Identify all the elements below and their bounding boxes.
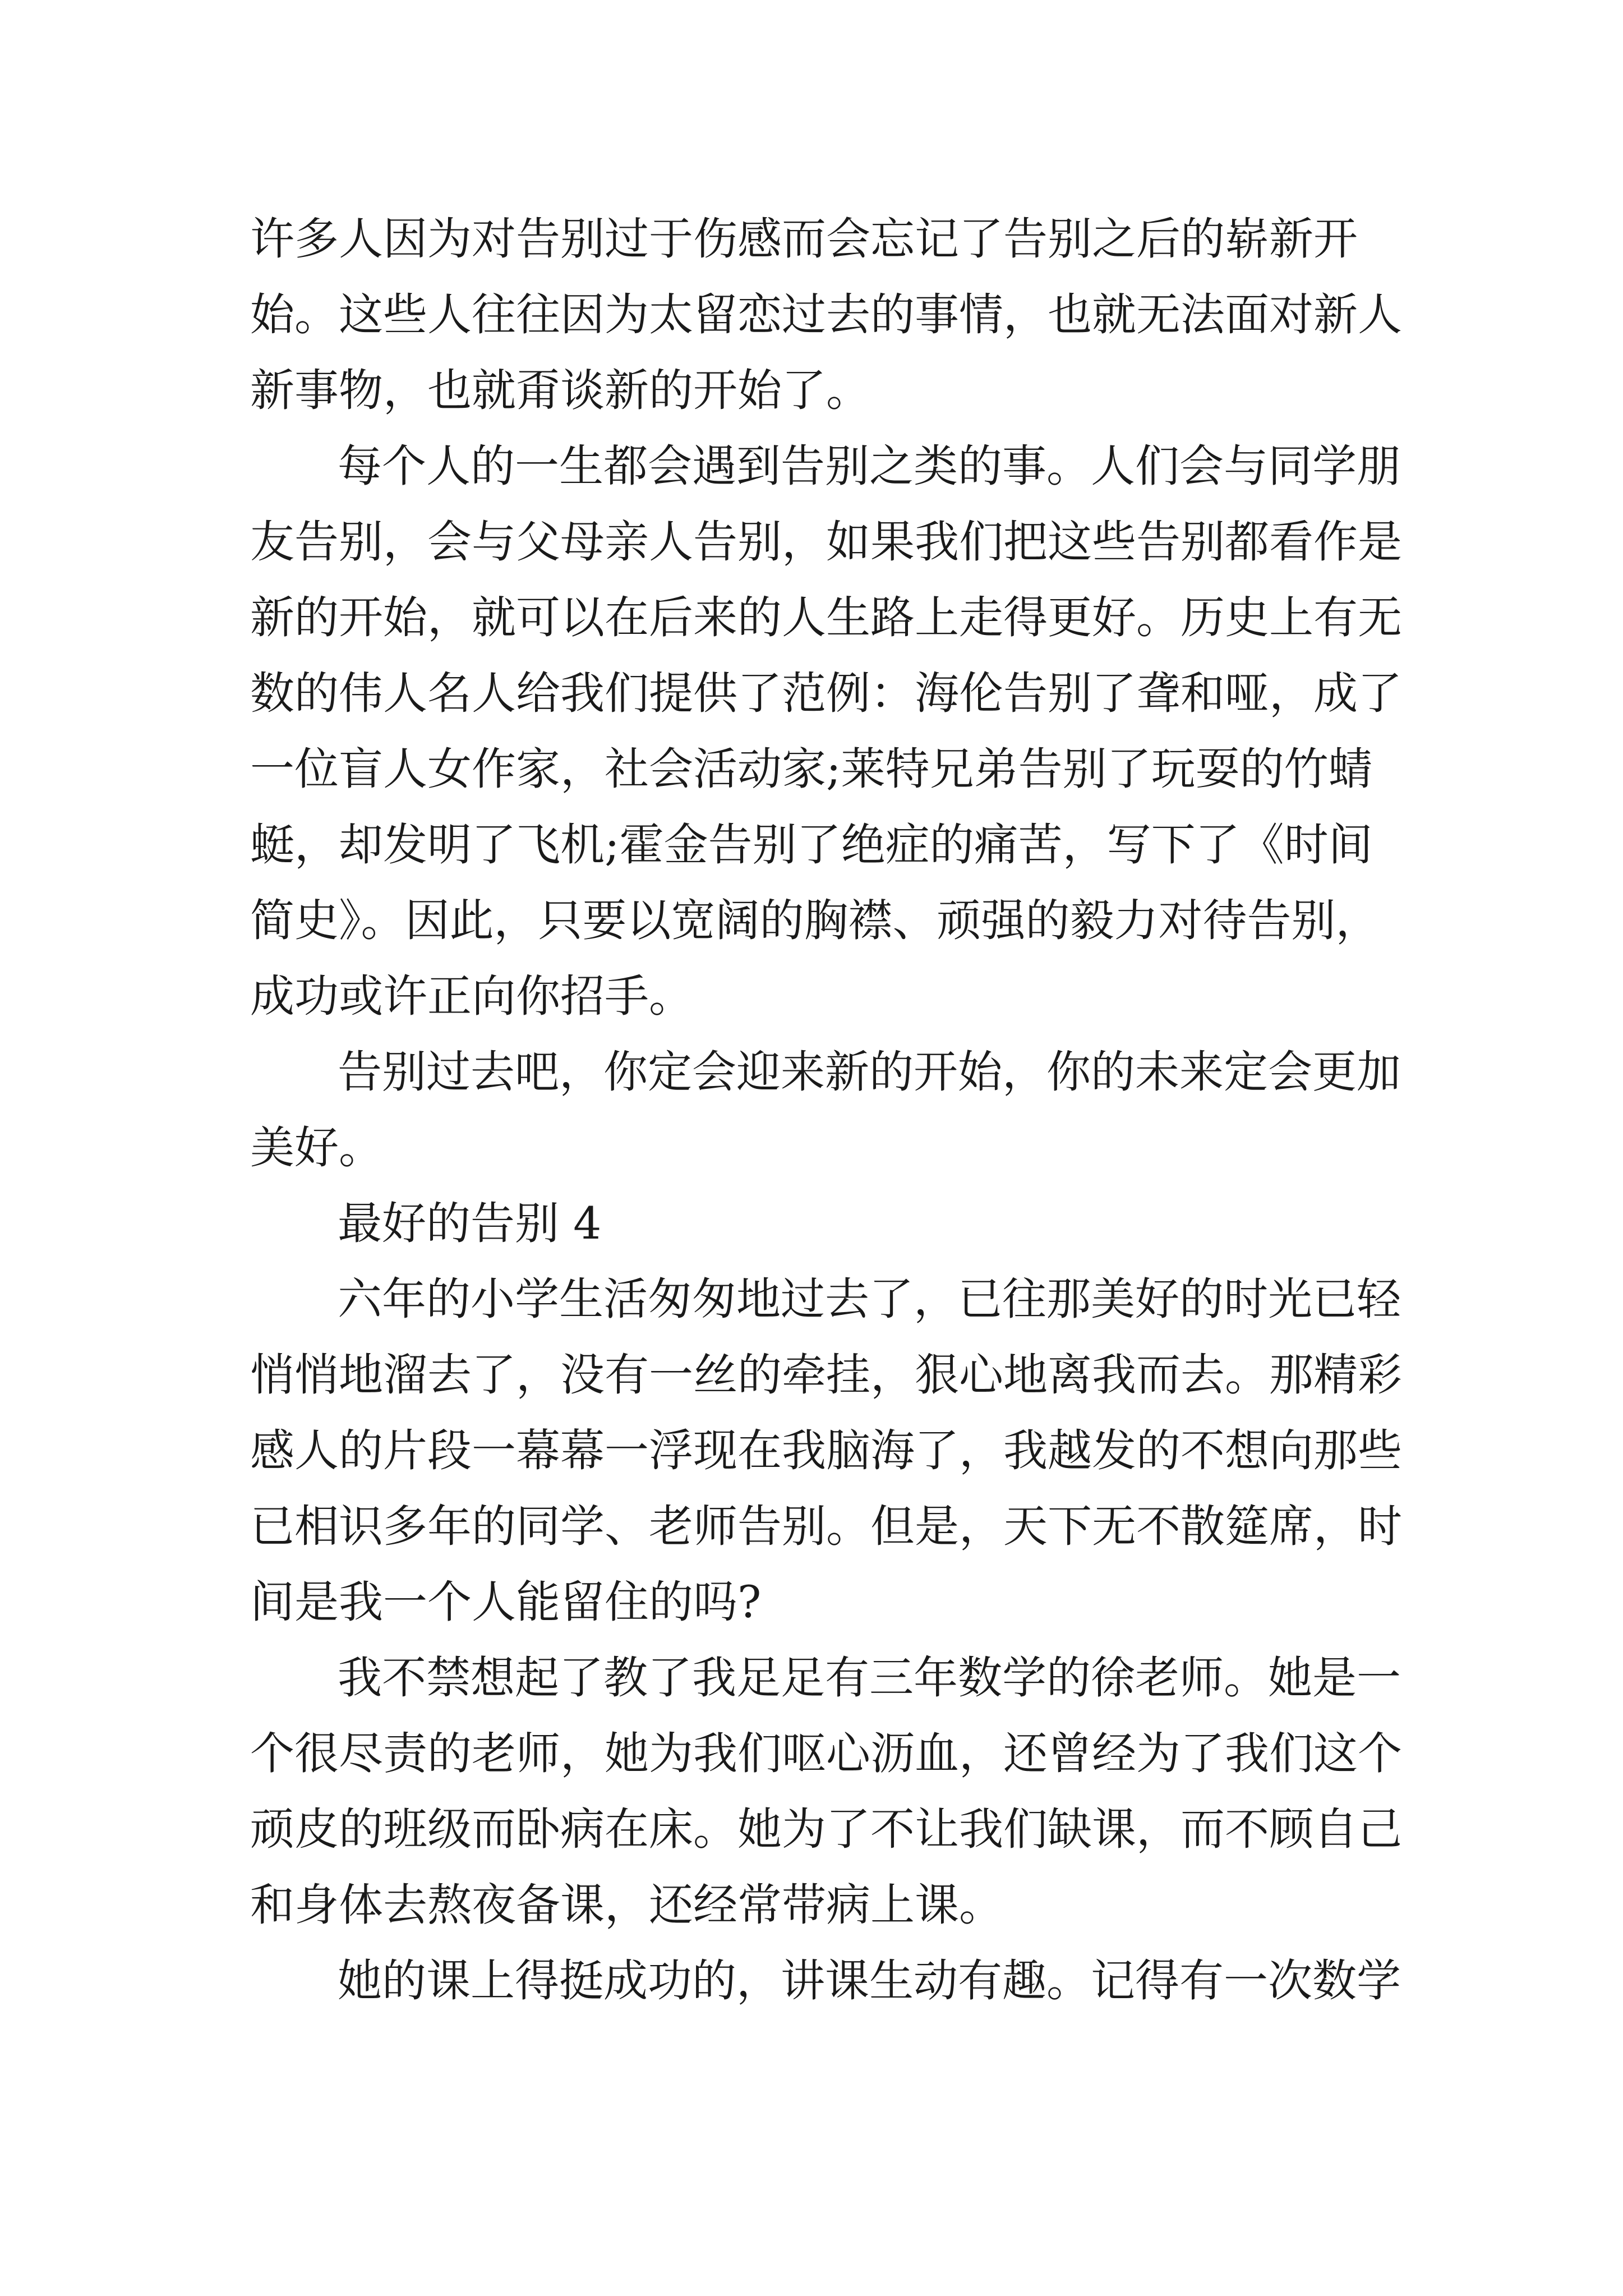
text-line: 我不禁想起了教了我足足有三年数学的徐老师。她是一 [338, 1652, 1401, 1704]
text-line: 新事物，也就甭谈新的开始了。 [250, 365, 870, 416]
text-line: 她的课上得挺成功的，讲课生动有趣。记得有一次数学 [338, 1955, 1401, 2007]
text-line: 蜓，却发明了飞机;霍金告别了绝症的痛苦，写下了《时间 [250, 819, 1373, 871]
text-line: 每个人的一生都会遇到告别之类的事。人们会与同学朋 [338, 440, 1401, 492]
text-line: 六年的小学生活匆匆地过去了，已往那美好的时光已轻 [338, 1273, 1401, 1325]
text-line: 一位盲人女作家，社会活动家;莱特兄弟告别了玩耍的竹蜻 [250, 743, 1373, 795]
text-line: 感人的片段一幕幕一浮现在我脑海了，我越发的不想向那些 [250, 1425, 1402, 1476]
text-line: 许多人因为对告别过于伤感而会忘记了告别之后的崭新开 [250, 213, 1358, 265]
text-line: 个很尽责的老师，她为我们呕心沥血，还曾经为了我们这个 [250, 1728, 1402, 1779]
text-line: 和身体去熬夜备课，还经常带病上课。 [250, 1879, 1003, 1931]
text-line: 顽皮的班级而卧病在床。她为了不让我们缺课，而不顾自己 [250, 1803, 1402, 1855]
text-line: 美好。 [250, 1122, 383, 1174]
section-heading: 最好的告别 4 [338, 1198, 602, 1249]
text-line: 始。这些人往往因为太留恋过去的事情，也就无法面对新人 [250, 289, 1402, 341]
text-line: 成功或许正向你招手。 [250, 970, 693, 1022]
text-line: 简史》。因此，只要以宽阔的胸襟、顽强的毅力对待告别， [250, 895, 1380, 946]
text-line: 悄悄地溜去了，没有一丝的牵挂，狠心地离我而去。那精彩 [250, 1349, 1402, 1401]
text-line: 友告别，会与父母亲人告别，如果我们把这些告别都看作是 [250, 516, 1402, 568]
text-line: 数的伟人名人给我们提供了范例：海伦告别了聋和哑，成了 [250, 668, 1402, 719]
text-line: 告别过去吧，你定会迎来新的开始，你的未来定会更加 [338, 1046, 1401, 1098]
text-line: 已相识多年的同学、老师告别。但是，天下无不散筵席，时 [250, 1501, 1402, 1552]
text-line: 新的开始，就可以在后来的人生路上走得更好。历史上有无 [250, 592, 1402, 643]
text-line: 间是我一个人能留住的吗? [250, 1576, 762, 1628]
